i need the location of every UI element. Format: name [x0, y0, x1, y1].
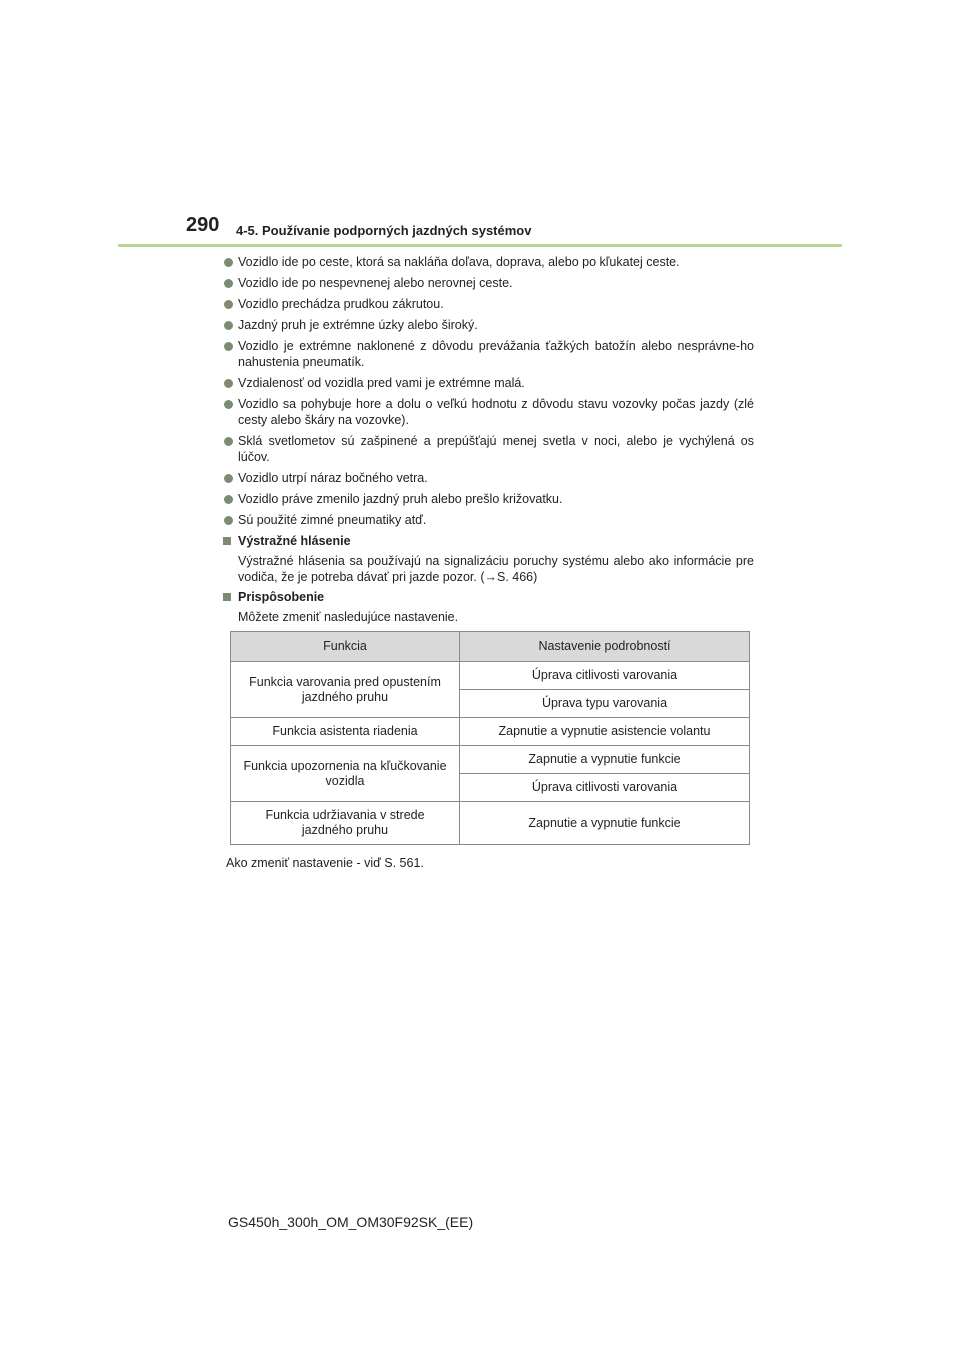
- document-code: GS450h_300h_OM_OM30F92SK_(EE): [228, 1214, 474, 1230]
- function-cell: Funkcia upozornenia na kľučkovanie vozidla: [231, 746, 460, 802]
- warning-heading: Výstražné hlásenie: [222, 533, 754, 549]
- table-row: [231, 802, 750, 845]
- list-item: Jazdný pruh je extrémne úzky alebo široký.: [222, 317, 754, 333]
- list-item: Vozidlo ide po nespevnenej alebo nerovnej ceste.: [222, 275, 754, 291]
- list-item: Vozidlo práve zmenilo jazdný pruh alebo prešlo križovatku.: [222, 491, 754, 507]
- section-title: 4-5. Používanie podporných jazdných systémov: [236, 223, 532, 238]
- warning-text: Výstražné hlásenia sa používajú na signalizáciu poruchy systému alebo ako informácie pre vodiča, že je potreba dávať pri jazde pozor. (→S. 466): [238, 554, 754, 584]
- setting-cell: Zapnutie a vypnutie funkcie: [460, 746, 750, 774]
- function-cell: Funkcia asistenta riadenia: [231, 718, 460, 746]
- customize-heading: Prispôsobenie: [222, 589, 754, 605]
- header-divider: [118, 244, 842, 247]
- table-row: [231, 718, 750, 746]
- table-row: [231, 746, 750, 774]
- bullet-icon: [224, 400, 233, 409]
- list-item: Sú použité zimné pneumatiky atď.: [222, 512, 754, 528]
- customize-intro: Môžete zmeniť nasledujúce nastavenie.: [238, 610, 459, 624]
- setting-cell: Zapnutie a vypnutie funkcie: [460, 802, 750, 845]
- table-row: [231, 662, 750, 690]
- bullet-icon: [224, 321, 233, 330]
- settings-table: [230, 631, 750, 845]
- list-item: Vzdialenosť od vozidla pred vami je extrémne malá.: [222, 375, 754, 391]
- bullet-icon: [224, 300, 233, 309]
- customize-section: [222, 589, 754, 871]
- list-item: Vozidlo prechádza prudkou zákrutou.: [222, 296, 754, 312]
- bullet-icon: [224, 379, 233, 388]
- settings-reference: Ako zmeniť nastavenie - viď S. 561.: [226, 856, 424, 870]
- list-item: Sklá svetlometov sú zašpinené a prepúšťajú menej svetla v noci, alebo je vychýlená os lúčov.: [222, 433, 754, 465]
- setting-cell: Úprava citlivosti varovania: [460, 774, 750, 802]
- setting-cell: Úprava citlivosti varovania: [460, 662, 750, 690]
- function-cell: Funkcia udržiavania v strede jazdného pruhu: [231, 802, 460, 845]
- setting-cell: Úprava typu varovania: [460, 690, 750, 718]
- bullet-icon: [224, 474, 233, 483]
- bullet-icon: [224, 437, 233, 446]
- bullet-icon: [224, 495, 233, 504]
- list-item: Vozidlo sa pohybuje hore a dolu o veľkú hodnotu z dôvodu stavu vozovky počas jazdy (zlé cesty alebo škáry na vozovke).: [222, 396, 754, 428]
- condition-list: [222, 254, 754, 528]
- bullet-icon: [224, 342, 233, 351]
- page-content: [222, 254, 754, 871]
- square-bullet-icon: [223, 593, 231, 601]
- table-header-cell: Funkcia: [231, 632, 460, 662]
- page-header: [186, 214, 846, 244]
- warning-section: [222, 533, 754, 585]
- table-header-cell: Nastavenie podrobností: [460, 632, 750, 662]
- list-item: Vozidlo ide po ceste, ktorá sa nakláňa doľava, doprava, alebo po kľukatej ceste.: [222, 254, 754, 270]
- page-number: 290: [186, 214, 220, 236]
- setting-cell: Zapnutie a vypnutie asistencie volantu: [460, 718, 750, 746]
- bullet-icon: [224, 516, 233, 525]
- bullet-icon: [224, 258, 233, 267]
- bullet-icon: [224, 279, 233, 288]
- table-header-row: [231, 632, 750, 662]
- list-item: Vozidlo utrpí náraz bočného vetra.: [222, 470, 754, 486]
- list-item: Vozidlo je extrémne naklonené z dôvodu prevážania ťažkých batožín alebo nesprávne-ho nahustenia pneumatík.: [222, 338, 754, 370]
- function-cell: Funkcia varovania pred opustením jazdného pruhu: [231, 662, 460, 718]
- square-bullet-icon: [223, 537, 231, 545]
